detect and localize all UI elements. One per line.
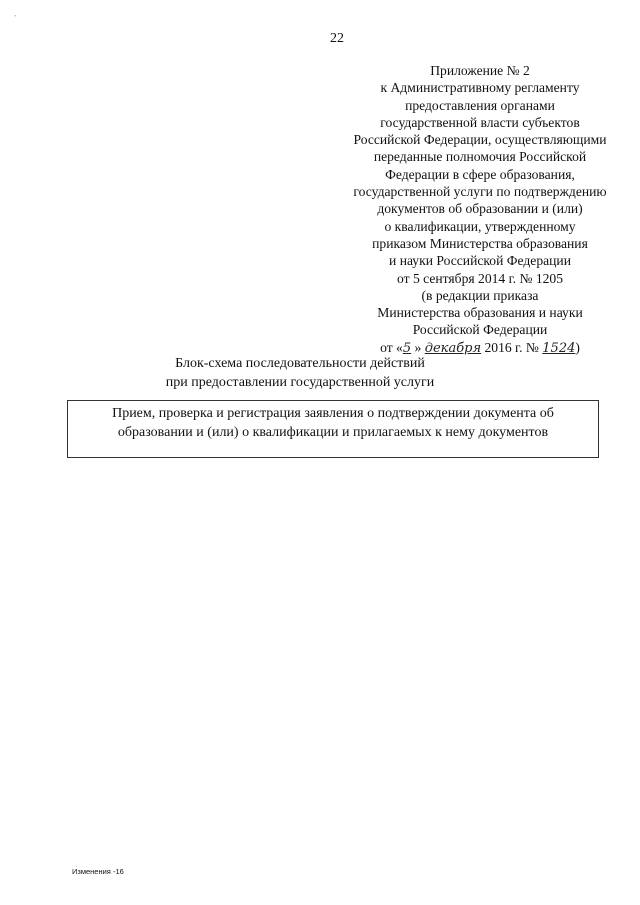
appendix-line: Министерства образования и науки (377, 305, 583, 321)
date-prefix: от « (380, 339, 403, 355)
appendix-line: переданные полномочия Российской (373, 149, 587, 165)
appendix-line: о квалификации, утвержденному (384, 218, 576, 234)
appendix-line: к Административному регламенту (380, 80, 580, 96)
flowchart-step-box (67, 400, 599, 458)
date-mid: » (414, 339, 422, 355)
handwritten-number: 1524 (542, 340, 576, 356)
appendix-header (330, 62, 630, 357)
appendix-line: приказом Министерства образования (372, 235, 588, 251)
date-suffix: ) (575, 339, 580, 355)
appendix-line: предоставления органами (405, 97, 555, 113)
step-text-line: Прием, проверка и регистрация заявления о подтверждении документа об (112, 406, 554, 421)
appendix-line: от 5 сентября 2014 г. № 1205 (396, 270, 564, 286)
appendix-line: государственной власти субъектов (380, 114, 580, 130)
scan-mark: ` (14, 14, 17, 23)
appendix-line: документов об образовании и (или) (377, 201, 583, 217)
appendix-line: (в редакции приказа (421, 287, 539, 303)
handwritten-month: декабря (424, 340, 482, 356)
appendix-line: государственной услуги по подтверждению (353, 184, 607, 200)
heading-line: при предоставлении государственной услуги (165, 375, 435, 390)
heading-line: Блок-схема последовательности действий (175, 356, 425, 371)
appendix-line: Российской Федерации, осуществляющими (353, 132, 607, 148)
appendix-line: Федерации в сфере образования, (385, 166, 575, 182)
footer-note: Изменения -16 (72, 867, 124, 876)
appendix-line: и науки Российской Федерации (389, 253, 571, 269)
appendix-line: Российской Федерации (412, 322, 548, 338)
handwritten-day: 5 (402, 340, 412, 356)
flowchart-heading (100, 354, 500, 392)
appendix-line: Приложение № 2 (430, 63, 530, 78)
page-number: 22 (330, 31, 344, 46)
step-text-line: образовании и (или) о квалификации и прилагаемых к нему документов (117, 425, 549, 440)
date-year: 2016 г. № (484, 339, 539, 355)
